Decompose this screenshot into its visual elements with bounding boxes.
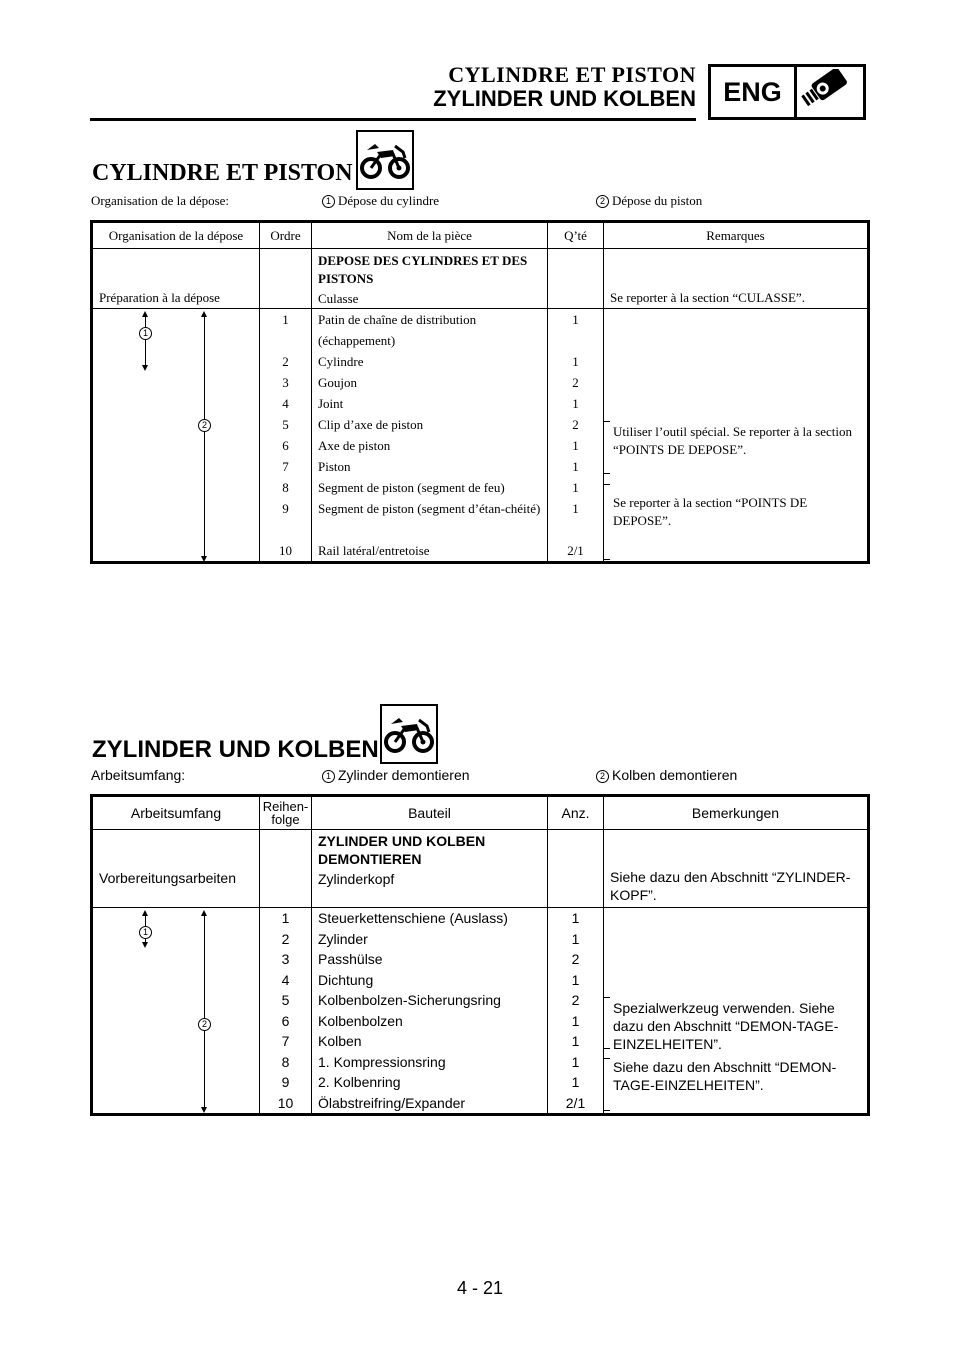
parts-table-de bbox=[90, 794, 870, 1116]
row-order: 1 bbox=[260, 309, 312, 352]
org-step-2-fr bbox=[596, 193, 702, 209]
row-part: Zylinder bbox=[312, 929, 548, 950]
org-step-1-fr bbox=[322, 193, 439, 209]
remark-b-bracket bbox=[603, 1058, 610, 1111]
prep-remark: Siehe dazu den Abschnitt “ZYLINDER-KOPF”. bbox=[604, 830, 869, 908]
col-header: Arbeitsumfang bbox=[92, 796, 260, 830]
row-part: Rail latéral/entretoise bbox=[312, 540, 548, 563]
row-part: Patin de chaîne de distribution (échappement) bbox=[312, 309, 548, 352]
prep-heading: ZYLINDER UND KOLBEN DEMONTIEREN bbox=[318, 833, 486, 867]
col-header: Bauteil bbox=[312, 796, 548, 830]
step-1-marker: 1 bbox=[322, 770, 335, 783]
header-title-fr: CYLINDRE ET PISTON bbox=[448, 62, 696, 87]
row-qty: 1 bbox=[548, 1031, 604, 1052]
table-row bbox=[92, 908, 869, 929]
prep-part: Culasse bbox=[318, 291, 359, 306]
row-order: 3 bbox=[260, 949, 312, 970]
table-row bbox=[92, 309, 869, 352]
col-header: Ordre bbox=[260, 222, 312, 249]
row-qty: 1 bbox=[548, 1052, 604, 1073]
header-title-de: ZYLINDER UND KOLBEN bbox=[433, 86, 696, 111]
header-rule bbox=[90, 118, 696, 121]
section-title-fr: CYLINDRE ET PISTON bbox=[92, 160, 353, 186]
remark-b-bracket bbox=[603, 484, 610, 560]
step-2-arrow bbox=[204, 313, 205, 560]
row-order: 8 bbox=[260, 477, 312, 498]
row-qty: 1 bbox=[548, 1011, 604, 1032]
eng-label: ENG bbox=[711, 67, 797, 117]
col-header: Reihen-folge bbox=[260, 796, 312, 830]
step-2-arrow bbox=[204, 912, 205, 1111]
row-order: 4 bbox=[260, 970, 312, 991]
arrow-down-icon bbox=[201, 556, 207, 562]
row-qty: 1 bbox=[548, 929, 604, 950]
engine-piston-icon bbox=[797, 67, 863, 117]
row-part: Kolben bbox=[312, 1031, 548, 1052]
row-order: 5 bbox=[260, 414, 312, 435]
row-qty: 2 bbox=[548, 949, 604, 970]
parts-rows-de bbox=[92, 908, 869, 1115]
parts-table-fr bbox=[90, 220, 870, 564]
remarks-cell bbox=[604, 309, 869, 563]
row-qty: 1 bbox=[548, 498, 604, 540]
row-part: Passhülse bbox=[312, 949, 548, 970]
eng-badge bbox=[708, 64, 866, 120]
org-label-fr: Organisation de la dépose: bbox=[91, 193, 230, 208]
row-part: Axe de piston bbox=[312, 435, 548, 456]
arrow-up-icon bbox=[142, 311, 148, 317]
row-order: 6 bbox=[260, 435, 312, 456]
row-part: Ölabstreifring/Expander bbox=[312, 1093, 548, 1115]
row-part: Kolbenbolzen-Sicherungsring bbox=[312, 990, 548, 1011]
prep-cell bbox=[312, 830, 548, 908]
row-order: 4 bbox=[260, 393, 312, 414]
step-1-marker: 1 bbox=[139, 926, 152, 939]
parts-rows-fr bbox=[92, 309, 869, 563]
col-header: Bemerkungen bbox=[604, 796, 869, 830]
row-part: Segment de piston (segment de feu) bbox=[312, 477, 548, 498]
row-qty: 1 bbox=[548, 456, 604, 477]
arrow-down-icon bbox=[142, 365, 148, 371]
row-qty: 2/1 bbox=[548, 1093, 604, 1115]
col-header: Organisation de la dépose bbox=[92, 222, 260, 249]
row-qty: 1 bbox=[548, 309, 604, 352]
row-order: 10 bbox=[260, 540, 312, 563]
prep-cell bbox=[312, 249, 548, 309]
row-part: Joint bbox=[312, 393, 548, 414]
motorcycle-icon bbox=[356, 130, 414, 190]
remark-a-bracket bbox=[603, 421, 610, 474]
org-step-1-de bbox=[322, 767, 470, 783]
row-order: 6 bbox=[260, 1011, 312, 1032]
row-qty: 1 bbox=[548, 393, 604, 414]
row-part: Steuerkettenschiene (Auslass) bbox=[312, 908, 548, 929]
row-part: Cylindre bbox=[312, 351, 548, 372]
row-part: Kolbenbolzen bbox=[312, 1011, 548, 1032]
motorcycle-icon bbox=[380, 704, 438, 764]
row-order: 9 bbox=[260, 1072, 312, 1093]
row-qty: 1 bbox=[548, 970, 604, 991]
step-2-marker: 2 bbox=[596, 770, 609, 783]
prep-label: Vorbereitungsarbeiten bbox=[92, 830, 260, 908]
row-part: Clip d’axe de piston bbox=[312, 414, 548, 435]
row-order: 7 bbox=[260, 1031, 312, 1052]
row-qty: 2 bbox=[548, 414, 604, 435]
row-order: 2 bbox=[260, 351, 312, 372]
row-order: 3 bbox=[260, 372, 312, 393]
row-order: 2 bbox=[260, 929, 312, 950]
row-order: 7 bbox=[260, 456, 312, 477]
row-qty: 2 bbox=[548, 372, 604, 393]
row-qty: 2 bbox=[548, 990, 604, 1011]
org-step-1-label: Zylinder demontieren bbox=[338, 767, 470, 783]
section-title-de: ZYLINDER UND KOLBEN bbox=[92, 736, 379, 763]
prep-part: Zylinderkopf bbox=[318, 871, 395, 887]
org-step-2-label: Dépose du piston bbox=[612, 193, 703, 208]
prep-label: Préparation à la dépose bbox=[92, 249, 260, 309]
col-header: Anz. bbox=[548, 796, 604, 830]
step-2-marker: 2 bbox=[596, 195, 609, 208]
page-number: 4 - 21 bbox=[456, 1278, 504, 1298]
col-header: Remarques bbox=[604, 222, 869, 249]
remark-a-text: Spezialwerkzeug verwenden. Siehe dazu den Abschnitt “DEMON-TAGE-EINZELHEITEN”. bbox=[613, 1000, 839, 1052]
row-qty: 1 bbox=[548, 1072, 604, 1093]
step-1-marker: 1 bbox=[139, 327, 152, 340]
row-qty: 1 bbox=[548, 351, 604, 372]
remark-a-bracket bbox=[603, 997, 610, 1049]
remark-b-text: Siehe dazu den Abschnitt “DEMON-TAGE-EINZELHEITEN”. bbox=[613, 1059, 837, 1093]
org-step-2-de bbox=[596, 767, 737, 783]
row-qty: 2/1 bbox=[548, 540, 604, 563]
step-1-arrow bbox=[145, 313, 146, 369]
row-order: 8 bbox=[260, 1052, 312, 1073]
remark-a-text: Utiliser l’outil spécial. Se reporter à la section “POINTS DE DEPOSE”. bbox=[613, 424, 852, 457]
arrow-down-icon bbox=[201, 1107, 207, 1113]
remark-b-text: Se reporter à la section “POINTS DE DEPOSE”. bbox=[613, 495, 808, 528]
org-step-1-label: Dépose du cylindre bbox=[338, 193, 440, 208]
arrow-up-icon bbox=[142, 910, 148, 916]
org-label-de: Arbeitsumfang: bbox=[91, 767, 186, 783]
row-part: Piston bbox=[312, 456, 548, 477]
row-part: 2. Kolbenring bbox=[312, 1072, 548, 1093]
row-qty: 1 bbox=[548, 908, 604, 929]
row-qty: 1 bbox=[548, 435, 604, 456]
step-1-marker: 1 bbox=[322, 195, 335, 208]
row-order: 1 bbox=[260, 908, 312, 929]
row-part: 1. Kompressionsring bbox=[312, 1052, 548, 1073]
step-2-marker: 2 bbox=[198, 1018, 211, 1031]
arrow-down-icon bbox=[142, 942, 148, 948]
prep-heading: DEPOSE DES CYLINDRES ET DES PISTONS bbox=[318, 253, 528, 286]
prep-remark: Se reporter à la section “CULASSE”. bbox=[604, 249, 869, 309]
row-part: Goujon bbox=[312, 372, 548, 393]
org-step-2-label: Kolben demontieren bbox=[612, 767, 738, 783]
col-header: Q’té bbox=[548, 222, 604, 249]
arrow-up-icon bbox=[201, 311, 207, 317]
row-order: 10 bbox=[260, 1093, 312, 1115]
step-2-marker: 2 bbox=[198, 419, 211, 432]
row-part: Dichtung bbox=[312, 970, 548, 991]
arrow-up-icon bbox=[201, 910, 207, 916]
row-part: Segment de piston (segment d’étan-chéité) bbox=[312, 498, 548, 540]
col-header: Nom de la pièce bbox=[312, 222, 548, 249]
row-qty: 1 bbox=[548, 477, 604, 498]
remarks-cell bbox=[604, 908, 869, 1115]
row-order: 5 bbox=[260, 990, 312, 1011]
row-order: 9 bbox=[260, 498, 312, 540]
